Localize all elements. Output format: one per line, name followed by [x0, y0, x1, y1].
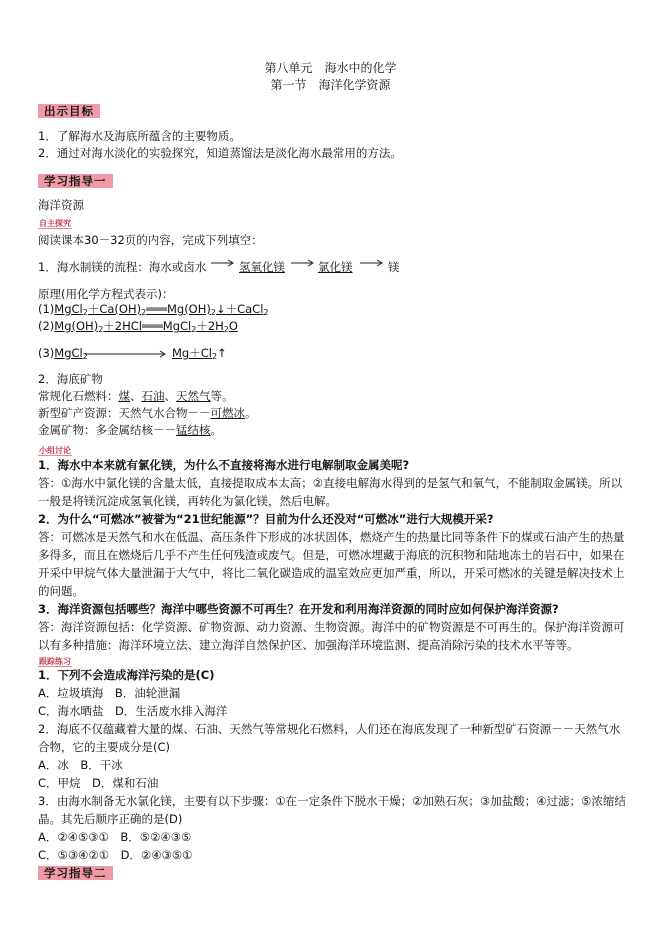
- minerals-heading: 2．海底矿物: [38, 372, 103, 386]
- goal-item: 1．了解海水及海底所蕴含的主要物质。: [38, 129, 241, 143]
- equation-2: $(2)Mg(OH)_2+2HCl═══MgCl_2+2H_2O$: [38, 319, 238, 334]
- discussion-answer: 答：①海水中氯化镁的含量太低，直接提取成本太高；②直接电解海水得到的是氢气和氧气，不能制取金属镁。所以一般是将镁沉淀成氢氧化镁，再转化为氯化镁，然后电解。: [38, 476, 623, 508]
- discussion-block: [38, 456, 628, 654]
- banner-goals: 出示目标: [38, 104, 100, 118]
- banner-guide-2: 学习指导二: [38, 866, 113, 880]
- discussion-question: 1．海水中本来就有氯化镁，为什么不直接将海水进行电解制取金属美呢?: [38, 458, 410, 472]
- practice-question: 1．下列不会造成海洋污染的是(C): [38, 668, 215, 682]
- practice-option-row: A．垃圾填海 B．油轮泄漏: [38, 686, 181, 700]
- process-arrow-icon: [360, 258, 384, 268]
- metal-minerals: 金属矿物：多金属结核－－锰结核。: [38, 423, 222, 437]
- tag-discussion: 小组讨论: [39, 446, 71, 455]
- equation-1: $(1)MgCl_2+Ca(OH)_2═══Mg(OH)_2↓+CaCl_2$: [38, 302, 269, 317]
- process-end: 镁: [388, 260, 400, 274]
- practice-question: 2．海底不仅蕴藏着大量的煤、石油、天然气等常规化石燃料，人们还在海底发现了一种新型矿石资源－－天然气水合物，它的主要成分是(C): [38, 722, 621, 754]
- equation-3-left: (3)MgCl$_2$: [38, 346, 88, 361]
- practice-option-row: A．②④⑤③① B．⑤②④③⑤: [38, 830, 192, 844]
- section-title: 第一节 海洋化学资源: [270, 78, 391, 92]
- practice-option-row: C．甲烷 D．煤和石油: [38, 776, 159, 790]
- practice-option-row: C．⑤③④②① D．②④③⑤①: [38, 848, 193, 862]
- unit-title: 第八单元 海水中的化学: [264, 61, 397, 75]
- equation-3-right: $Mg+Cl_2↑$: [172, 346, 227, 361]
- tag-self-study: 自主探究: [39, 219, 71, 228]
- process-arrow-icon: [211, 258, 235, 268]
- process-label: 1．海水制镁的流程：海水或卤水: [38, 260, 207, 274]
- discussion-question: 3．海洋资源包括哪些？海洋中哪些资源不可再生？在开发和利用海洋资源的同时应如何保护海洋资源?: [38, 602, 559, 616]
- practice-option-row: C．海水晒盐 D．生活废水排入海洋: [38, 704, 228, 718]
- goal-item: 2．通过对海水淡化的实验探究，知道蒸馏法是淡化海水最常用的方法。: [38, 146, 402, 160]
- discussion-answer: 答：可燃冰是天然气和水在低温、高压条件下形成的冰状固体，燃烧产生的热量比同等条件下的煤或石油产生的热量多得多，而且在燃烧后几乎不产生任何残渣或废气。但是，可燃冰埋藏于海底的沉积物和陆地冻土的岩石中，如果在开采中甲烷气体大量泄漏于大气中，将比二氧化碳造成的温室效应更加严重，所以，开采可燃冰的关键是解决技术上的问题。: [38, 530, 625, 598]
- discussion-answer: 答：海洋资源包括：化学资源、矿物资源、动力资源、生物资源。海洋中的矿物资源是不可再生的。保护海洋资源可以有多种措施：海洋环境立法、建立海洋自然保护区、加强海洋环境监测、提高消除污染的技术水平等等。: [38, 620, 625, 652]
- electrolysis-arrow-icon: [85, 349, 167, 359]
- practice-option-row: A．冰 B．干冰: [38, 758, 123, 772]
- topic-heading: 海洋资源: [38, 198, 84, 212]
- practice-block: [38, 666, 628, 864]
- principle-label: 原理(用化学方程式表示)：: [38, 287, 174, 301]
- process-blank-1: 氢氧化镁: [239, 260, 285, 274]
- new-mineral-resources: 新型矿产资源：天然气水合物－－可燃冰。: [38, 406, 257, 420]
- process-arrow-icon: [291, 258, 315, 268]
- discussion-question: 2．为什么“可燃冰”被誉为“21世纪能源”？目前为什么还没对“可燃冰”进行大规模开采?: [38, 512, 494, 526]
- reading-instruction: 阅读课本30－32页的内容，完成下列填空：: [38, 233, 263, 247]
- tag-practice: 跟踪练习: [39, 657, 71, 666]
- fossil-fuels: 常规化石燃料：煤、石油、天然气等。: [38, 389, 234, 403]
- process-blank-2: 氯化镁: [318, 260, 353, 274]
- banner-guide-1: 学习指导一: [38, 174, 113, 188]
- practice-question: 3．由海水制备无水氯化镁，主要有以下步骤：①在一定条件下脱水干燥；②加熟石灰；③加盐酸；④过滤；⑤浓缩结晶。其先后顺序正确的是(D): [38, 794, 626, 826]
